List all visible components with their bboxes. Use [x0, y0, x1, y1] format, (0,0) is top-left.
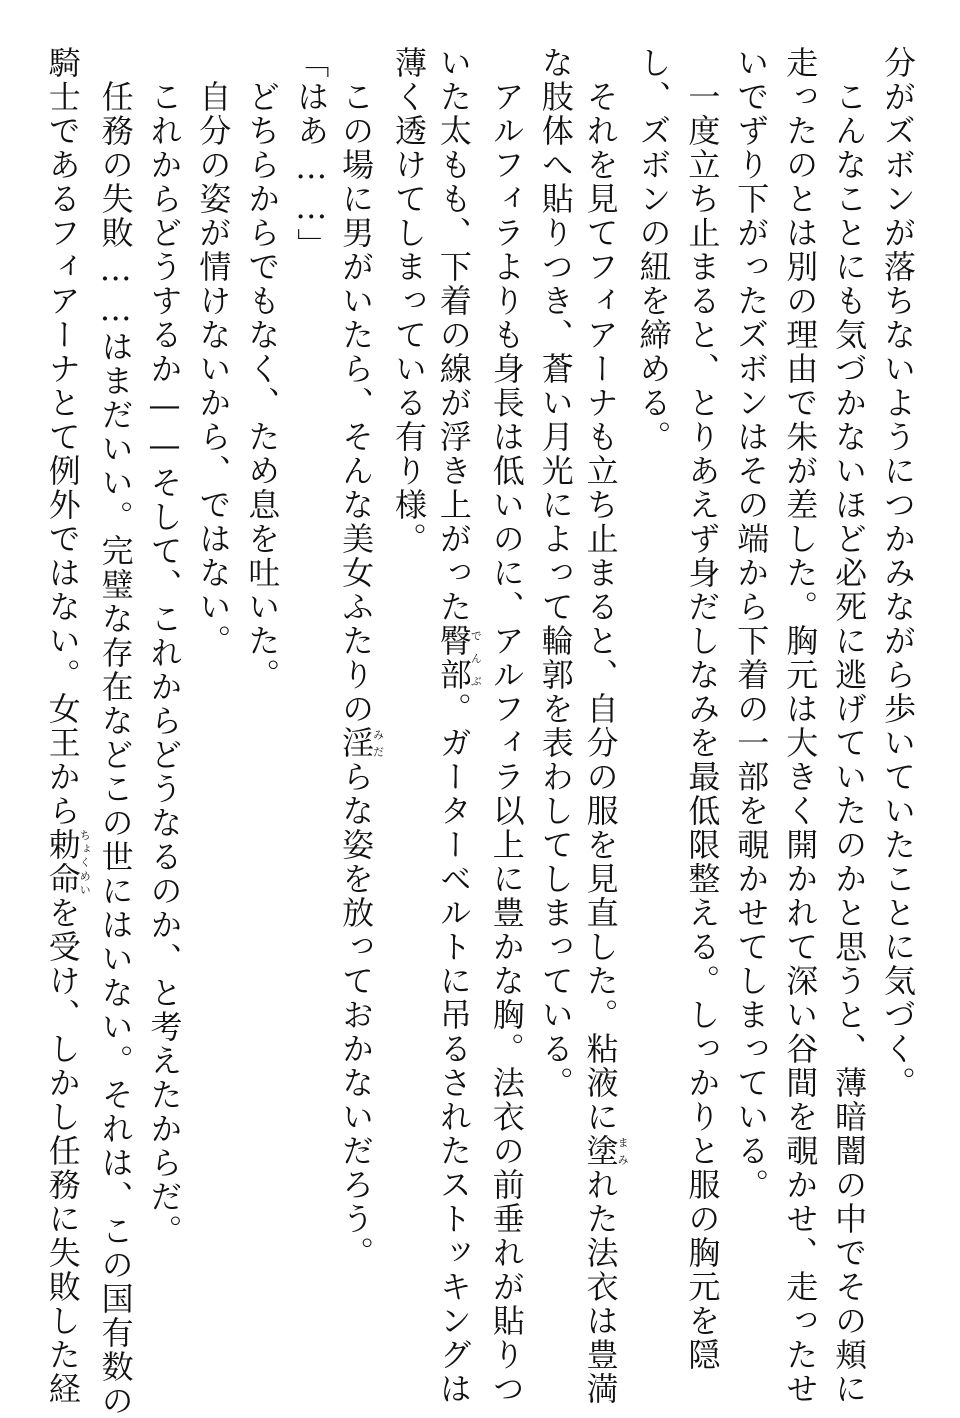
text-line	[874, 46, 922, 1246]
text-line	[189, 46, 237, 1246]
line-text: それを見てフィアーナも立ち止まると、自分の服を見直した。粘液に	[581, 80, 620, 1134]
line-text: し、ズボンの紐を締める。	[634, 46, 673, 454]
text-line	[678, 46, 726, 1372]
text-line	[776, 46, 824, 1406]
text-line	[727, 46, 775, 1246]
furigana: ちょくめい	[78, 828, 92, 896]
line-text: アルフィラよりも身長は低いのに、アルフィラ以上に豊かな胸。法衣の前垂れが貼りつ	[487, 80, 526, 1406]
text-line	[385, 46, 433, 1246]
furigana: でんぶ	[469, 624, 483, 692]
line-text: いた太もも、下着の線が浮き上がった	[434, 46, 473, 624]
line-text-continued: らな姿を放っておかないだろう。	[337, 760, 376, 1270]
ruby-base: 臀部	[434, 624, 473, 692]
ruby-annotated-word	[434, 624, 483, 692]
line-text: この場に男がいたら、そんな美女ふたりの	[337, 80, 376, 726]
ruby-base: 淫	[337, 726, 376, 760]
line-text: な肢体へ貼りつき、蒼い月光によって輪郭を表わしてしまっている。	[536, 46, 575, 1100]
text-line	[141, 46, 189, 1246]
text-line	[825, 46, 873, 1406]
text-line	[43, 46, 92, 1406]
ruby-annotated-word	[43, 828, 92, 896]
line-text: 分がズボンが落ちないようにつかみながら歩いていたことに気づく。	[879, 46, 917, 1100]
line-text: いでずり下がったズボンはその端から下着の一部を覗かせてしまっている。	[732, 46, 771, 1202]
text-line	[581, 46, 630, 1406]
line-text: 一度立ち止まると、とりあえず身だしなみを最低限整える。しっかりと服の胸元を隠	[683, 80, 722, 1372]
text-line	[238, 46, 286, 1246]
ruby-base: 塗	[581, 1134, 620, 1168]
furigana: まみ	[616, 1134, 630, 1168]
text-line	[92, 46, 140, 1418]
line-text: 自分の姿が情けないから、ではない。	[194, 80, 233, 658]
line-text: どちらからでもなく、ため息を吐いた。	[243, 80, 282, 692]
line-text: 任務の失敗……はまだいい。完璧な存在などこの世にはいない。それは、この国有数の	[96, 80, 135, 1418]
ruby-annotated-word	[337, 726, 385, 760]
line-text: こんなことにも気づかないほど必死に逃げていたのかと思うと、薄暗闇の中でその頬に	[830, 80, 869, 1406]
text-line	[434, 46, 483, 1406]
text-line	[630, 46, 678, 1246]
line-text-continued: を受け、しかし任務に失敗した経	[43, 896, 82, 1406]
text-line	[336, 46, 385, 1270]
ruby-base: 勅命	[43, 828, 82, 896]
ruby-annotated-word	[581, 1134, 630, 1168]
text-line	[287, 46, 335, 1246]
line-text: 騎士であるフィアーナとて例外ではない。女王から	[43, 46, 82, 828]
line-text: 走ったのとは別の理由で朱が差した。胸元は大きく開かれて深い谷間を覗かせ、走ったせ	[781, 46, 820, 1406]
text-line	[483, 46, 531, 1406]
text-line	[532, 46, 580, 1246]
line-text: 薄く透けてしまっている有り様。	[390, 46, 428, 556]
line-text: 「はあ……」	[292, 46, 331, 262]
line-text: これからどうするか——そして、これからどうなるのか、と考えたからだ。	[145, 80, 184, 1248]
furigana: みだ	[371, 726, 385, 760]
line-text-continued: れた法衣は豊満	[581, 1168, 620, 1406]
line-text-continued: 。ガーターベルトに吊るされたストッキングは	[434, 692, 473, 1406]
